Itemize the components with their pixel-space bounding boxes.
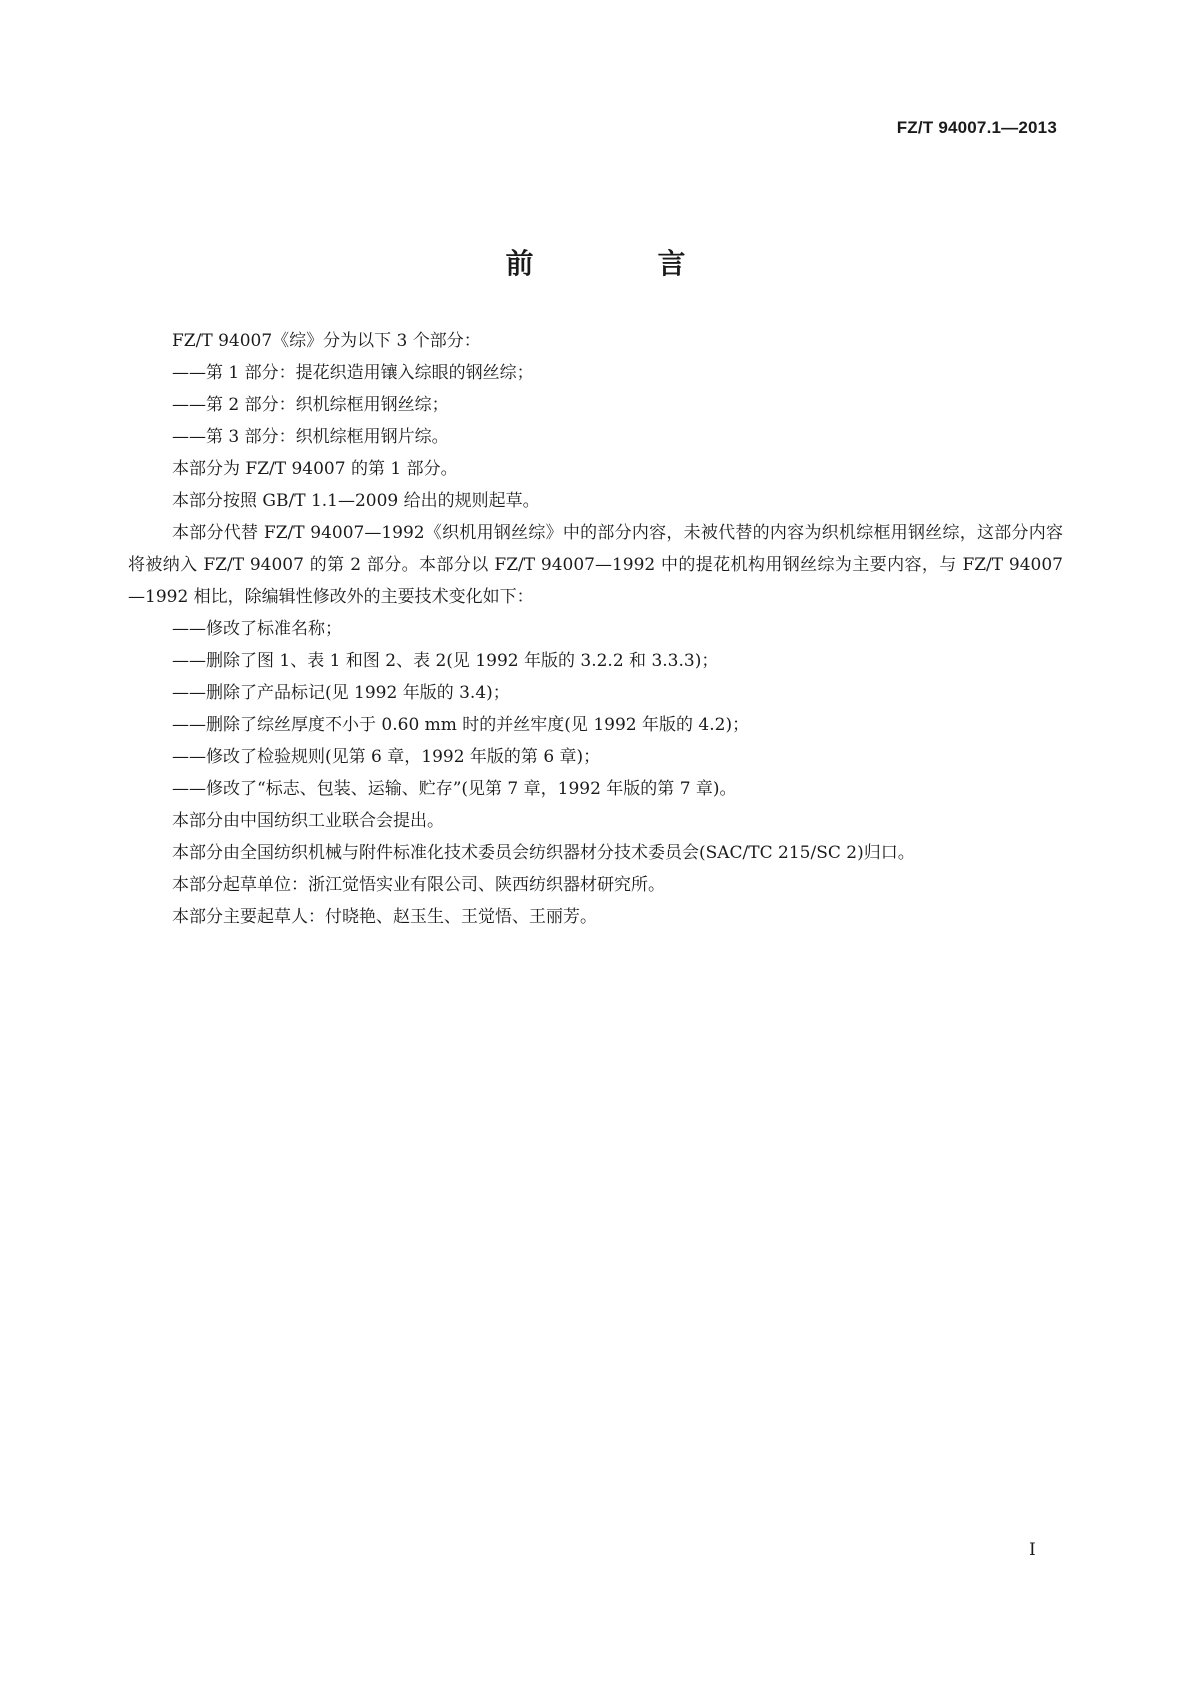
paragraph-drafting-units: 本部分起草单位：浙江觉悟实业有限公司、陕西纺织器材研究所。 bbox=[172, 875, 665, 895]
list-item-part-2: ——第 2 部分：织机综框用钢丝综； bbox=[172, 395, 449, 415]
page-title: 前 言 bbox=[505, 246, 734, 280]
list-item-change-5: ——修改了检验规则(见第 6 章，1992 年版的第 6 章)； bbox=[172, 747, 601, 767]
page-number: I bbox=[1029, 1540, 1036, 1560]
paragraph-drafters: 本部分主要起草人：付晓艳、赵玉生、王觉悟、王丽芳。 bbox=[172, 907, 597, 927]
paragraph-proposed-by: 本部分由中国纺织工业联合会提出。 bbox=[172, 811, 444, 831]
list-item-change-2: ——删除了图 1、表 1 和图 2、表 2(见 1992 年版的 3.2.2 和 3.3.3)； bbox=[172, 651, 719, 671]
list-item-part-3: ——第 3 部分：织机综框用钢片综。 bbox=[172, 427, 449, 447]
list-item-change-1: ——修改了标准名称； bbox=[172, 619, 342, 639]
paragraph-parts-intro: FZ/T 94007《综》分为以下 3 个部分： bbox=[172, 331, 481, 351]
list-item-part-1: ——第 1 部分：提花织造用镶入综眼的钢丝综； bbox=[172, 363, 534, 383]
list-item-change-4: ——删除了综丝厚度不小于 0.60 mm 时的并丝牢度(见 1992 年版的 4.2)； bbox=[172, 715, 750, 735]
paragraph-drafting-rules: 本部分按照 GB/T 1.1—2009 给出的规则起草。 bbox=[172, 491, 540, 511]
foreword-body bbox=[128, 325, 1063, 933]
list-item-change-3: ——删除了产品标记(见 1992 年版的 3.4)； bbox=[172, 683, 510, 703]
list-item-change-6: ——修改了“标志、包装、运输、贮存”(见第 7 章，1992 年版的第 7 章)。 bbox=[172, 779, 737, 799]
paragraph-centralized-by: 本部分由全国纺织机械与附件标准化技术委员会纺织器材分技术委员会(SAC/TC 215/SC 2)归口。 bbox=[172, 843, 915, 863]
standard-code: FZ/T 94007.1—2013 bbox=[896, 118, 1057, 137]
paragraph-part-scope: 本部分为 FZ/T 94007 的第 1 部分。 bbox=[172, 459, 458, 479]
paragraph-replacement: 本部分代替 FZ/T 94007—1992《织机用钢丝综》中的部分内容，未被代替的内容为织机综框用钢丝综，这部分内容将被纳入 FZ/T 94007 的第 2 部分。本部分以 FZ/T 94007—1992 中的提花机构用钢丝综为主要内容，与 FZ/T 94007—1992 相比，除编辑性修改外的主要技术变化如下： bbox=[128, 523, 1063, 607]
